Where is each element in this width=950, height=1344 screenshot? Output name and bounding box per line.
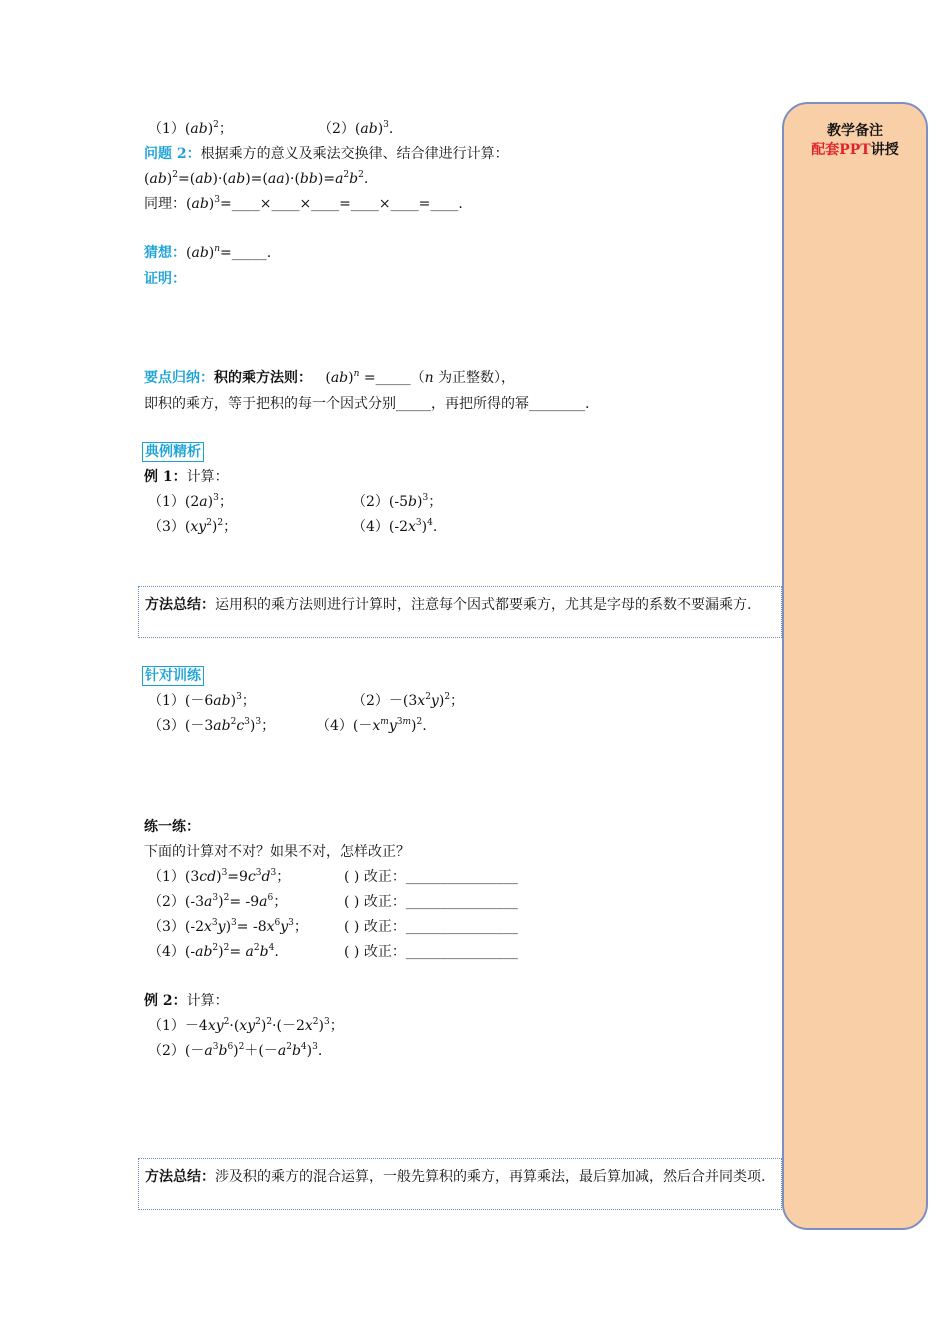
keypoint-explanation: 即积的乘方，等于把积的每一个因式分别_____，再把所得的幂________.: [144, 396, 590, 412]
proof-label: 证明：: [144, 271, 186, 287]
method-summary-1: 方法总结：运用积的乘方法则进行计算时，注意每个因式都要乘方，尤其是字母的系数不要漏乘方.: [138, 586, 782, 638]
problem2-line: 问题 2：根据乘方的意义及乘法交换律、结合律进行计算：: [144, 146, 509, 162]
teaching-notes-title: 教学备注: [827, 123, 883, 139]
practice-item-3: $(3)(-2x^3y)^3= -8x^6y^3$；: [148, 918, 308, 935]
intro-q2: （2）(ab)$^3$.: [318, 120, 394, 137]
section-examples: 典例精析: [142, 442, 204, 462]
practice-item-4: $(4)(-ab^2)^2= a^2b^4$.: [148, 943, 279, 960]
answer-row-1: ( ) 改正：________________: [344, 869, 518, 885]
problem2-label: 问题 2：: [144, 146, 201, 162]
training-q4: $(4)(-x^my^{3m})^2$.: [316, 717, 427, 734]
keypoint-line: 要点归纳：积的乘方法则： (ab)$^n$ =_____（n 为正整数），: [144, 369, 516, 386]
example1-q1: $(1)(2a)^3$；: [148, 493, 233, 510]
teaching-notes-subtitle: 配套PPT讲授: [811, 142, 899, 158]
keypoint-label: 要点归纳：: [144, 370, 214, 386]
example1-q2: $(2)(-5b)^3$；: [352, 493, 443, 510]
answer-row-4: ( ) 改正：________________: [344, 944, 518, 960]
product-power-rule: 积的乘方法则：: [214, 370, 312, 386]
section-training: 针对训练: [142, 666, 204, 686]
training-q3: $(3)(-3ab^2c^3)^3$；: [148, 717, 276, 734]
example2-q1: $(1)-4xy^2\cdot(xy^2)^2\cdot(-2x^2)^3$；: [148, 1017, 344, 1034]
method-summary-2: 方法总结：涉及积的乘方的混合运算，一般先算积的乘方，再算乘法，最后算加减，然后合并同类项.: [138, 1158, 782, 1210]
guess-line: 猜想：(ab)$^n$=_____.: [144, 244, 272, 261]
example1-q4: $(4)(-2x^3)^4$.: [352, 518, 438, 535]
training-q1: $(1)(-6ab)^3$；: [148, 692, 256, 709]
intro-q1: （1）(ab)$^2$；: [148, 120, 233, 137]
answer-row-3: ( ) 改正：________________: [344, 919, 518, 935]
answer-row-2: ( ) 改正：________________: [344, 894, 518, 910]
practice-item-2: $(2)(-3a^3)^2= -9a^6$；: [148, 893, 288, 910]
teaching-notes-panel: [782, 102, 928, 1230]
practice-item-1: $(1)(3cd)^3=9c^3d^3$；: [148, 868, 291, 885]
ppt-label: 配套PPT: [811, 142, 871, 158]
practice-question: 下面的计算对不对？如果不对，怎样改正？: [144, 844, 410, 860]
practice-label: 练一练：: [144, 819, 200, 835]
training-q2: $(2)-(3x^2y)^2$；: [352, 692, 465, 709]
example1-q3: $(3)(xy^2)^2$；: [148, 518, 238, 535]
problem2-equation: $(ab)^2=(ab)\cdot(ab)=(aa)\cdot(bb)=a^2b^2$.: [144, 170, 369, 187]
example2-heading: 例 2：计算：: [144, 993, 229, 1009]
problem2-similarly: 同理：(ab)$^3$=____×____×____=____×____=____.: [144, 195, 463, 212]
guess-label: 猜想：: [144, 245, 186, 261]
example1-heading: 例 1：计算：: [144, 469, 229, 485]
example2-q2: $(2)(-a^3b^6)^2+(-a^2b^4)^3$.: [148, 1042, 323, 1059]
